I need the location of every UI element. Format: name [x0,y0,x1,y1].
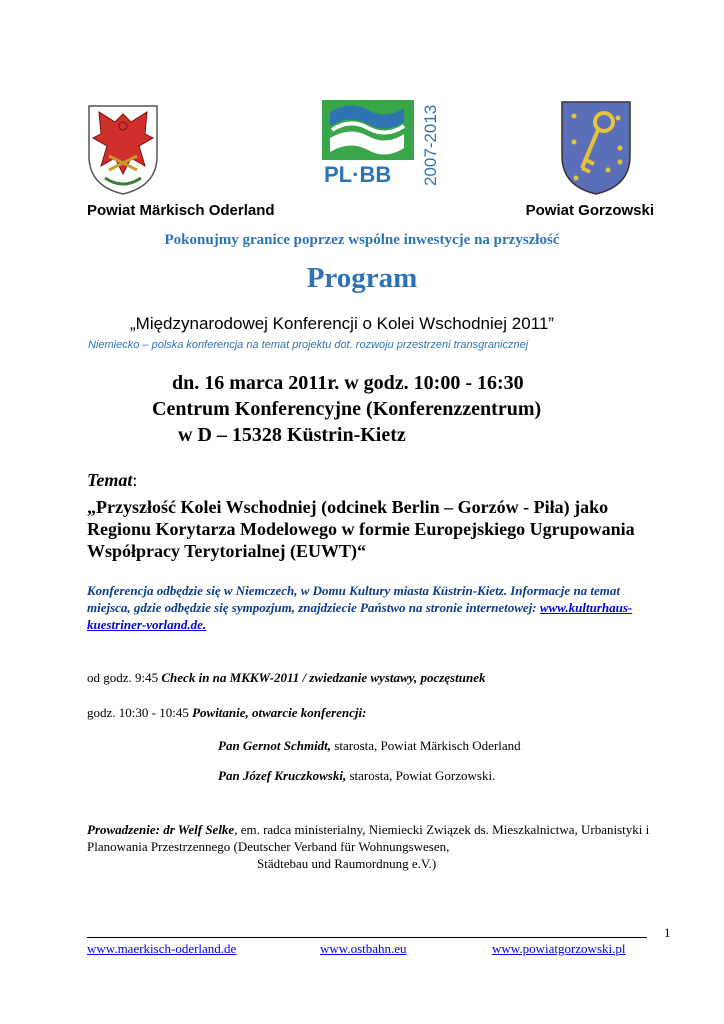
venue-line: Centrum Konferencyjne (Konferenzzentrum) [152,398,542,420]
moderator-description-end: Städtebau und Raumordnung e.V.) [257,856,437,871]
pl-bb-logo-years: 2007-2013 [421,104,440,186]
topic-colon: : [132,470,138,490]
date-time-line: dn. 16 marca 2011r. w godz. 10:00 - 16:30 [172,372,524,394]
topic-heading [87,470,137,491]
left-district-name: Powiat Märkisch Oderland [87,202,275,219]
venue-website-link[interactable]: www.kulturhaus-kuestriner-vorland.de. [87,600,633,632]
pl-bb-program-logo [320,98,442,188]
page-number: 1 [664,925,671,940]
speaker-role: starosta, Powiat Märkisch Oderland [331,738,521,753]
topic-label: Temat [87,470,133,490]
schedule-time: godz. 10:30 - 10:45 [87,705,193,720]
schedule-item: Check in na MKKW-2011 / zwiedzanie wystawy, poczęstunek [161,670,486,685]
speaker-name: Pan Józef Kruczkowski, [218,768,347,783]
schedule-time: od godz. 9:45 [87,670,162,685]
address-line: w D – 15328 Küstrin-Kietz [178,424,406,446]
venue-info-paragraph [87,582,657,633]
speaker-row [218,768,495,784]
schedule-item: Powitanie, otwarcie konferencji: [192,705,367,720]
footer-divider [87,937,647,938]
schedule-row-checkin [87,670,485,686]
conference-name: „Międzynarodowej Konferencji o Kolei Wschodniej 2011” [130,314,554,333]
topic-text: „Przyszłość Kolei Wschodniej (odcinek Berlin – Gorzów - Piła) jako Regionu Korytarza Modelowego w formie Europejskiego Ugrupowania Współpracy Terytorialnej (EUWT)“ [87,497,635,561]
speaker-name: Pan Gernot Schmidt, [218,738,332,753]
page-title: Program [306,262,418,294]
right-district-name: Powiat Gorzowski [525,202,654,219]
footer-link-maerkisch-oderland[interactable]: www.maerkisch-oderland.de [87,941,237,956]
moderator-label: Prowadzenie: dr Welf Selke [87,822,235,837]
moderator-description: , em. radca ministerialny, Niemiecki Związek ds. Mieszkalnictwa, Urbanistyki i Planowania Przestrzennego (Deutscher Verband für Wohnungswesen, [87,822,650,854]
slogan: Pokonujmy granice poprzez wspólne inwestycje na przyszłość [164,232,560,248]
pl-bb-logo-text: PL·BB [324,162,392,187]
footer-link-powiat-gorzowski[interactable]: www.powiatgorzowski.pl [492,941,626,956]
moderation-paragraph [87,821,667,872]
schedule-row-welcome [87,705,366,721]
footer-link-ostbahn[interactable]: www.ostbahn.eu [320,941,407,956]
markisch-oderland-coat-of-arms-icon [87,104,159,196]
powiat-gorzowski-coat-of-arms-icon [560,100,632,196]
conference-subtitle: Niemiecko – polska konferencja na temat projektu dot. rozwoju przestrzeni transgranicznej [88,339,529,351]
speaker-row [218,738,521,754]
venue-info-text: Konferencja odbędzie się w Niemczech, w Domu Kultury miasta Küstrin-Kietz. Informacje na temat miejsca, gdzie odbędzie się sympozjum, znajdziecie Państwo na stronie internetowej: [87,583,621,615]
speaker-role: starosta, Powiat Gorzowski. [346,768,496,783]
